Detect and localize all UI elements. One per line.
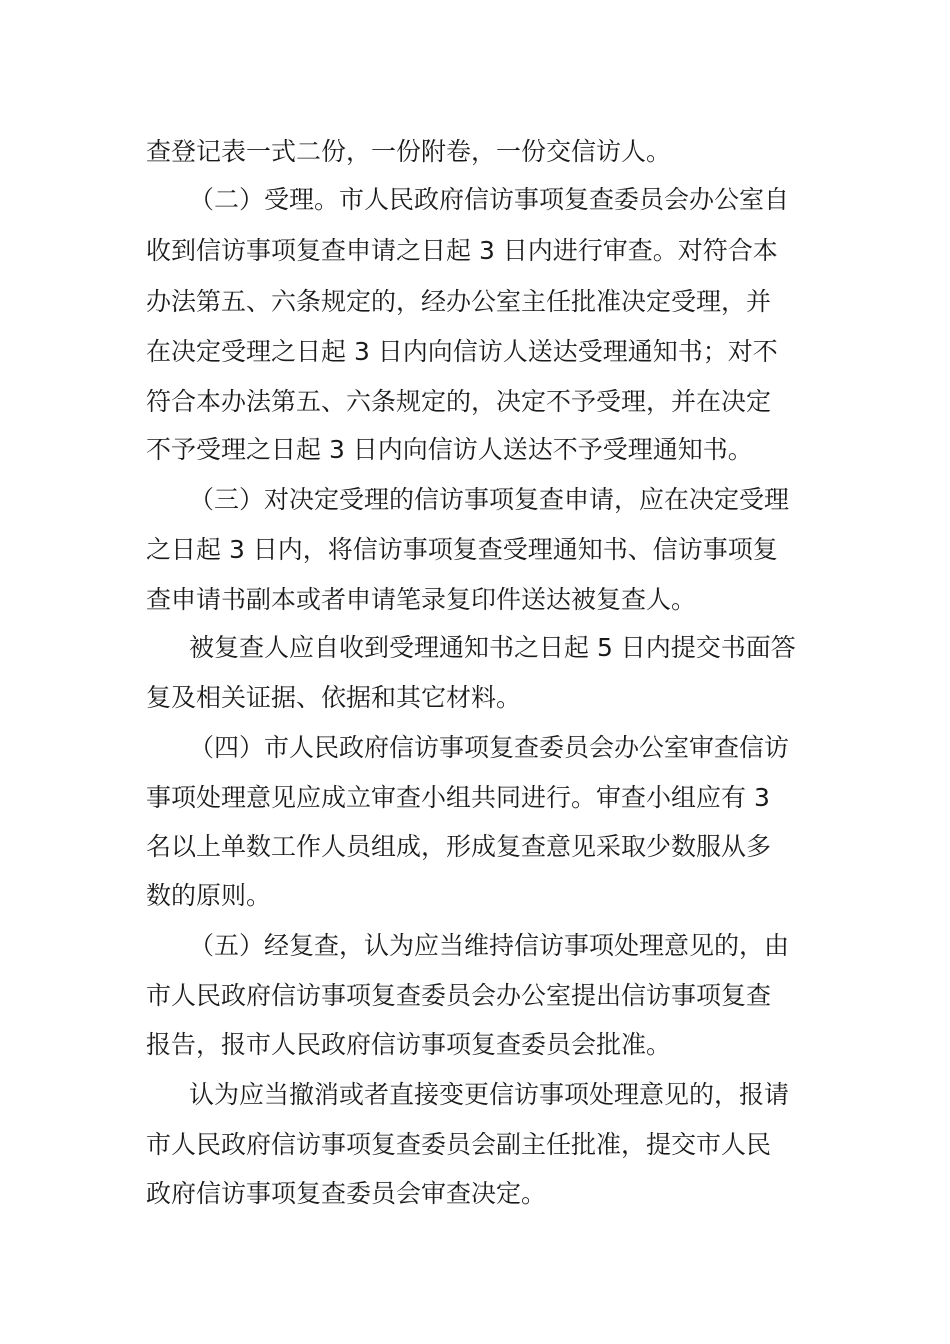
text-line: 政府信访事项复查委员会审查决定。 bbox=[146, 1179, 547, 1208]
text-line: 收到信访事项复查申请之日起 3 日内进行审查。对符合本 bbox=[146, 236, 778, 265]
text-line: 查登记表一式二份，一份附卷，一份交信访人。 bbox=[146, 137, 672, 166]
text-line: 之日起 3 日内，将信访事项复查受理通知书、信访事项复 bbox=[146, 535, 778, 564]
text-line: 在决定受理之日起 3 日内向信访人送达受理通知书；对不 bbox=[146, 337, 778, 366]
text-line: 事项处理意见应成立审查小组共同进行。审查小组应有 3 bbox=[146, 783, 770, 812]
text-line: （三）对决定受理的信访事项复查申请，应在决定受理 bbox=[189, 485, 790, 514]
text-line: 市人民政府信访事项复查委员会办公室提出信访事项复查 bbox=[146, 981, 772, 1010]
text-line: 办法第五、六条规定的，经办公室主任批准决定受理，并 bbox=[146, 287, 772, 316]
text-line: （四）市人民政府信访事项复查委员会办公室审查信访 bbox=[189, 733, 790, 762]
text-line: 数的原则。 bbox=[146, 881, 272, 910]
text-line: 报告，报市人民政府信访事项复查委员会批准。 bbox=[146, 1030, 672, 1059]
text-line: 符合本办法第五、六条规定的，决定不予受理，并在决定 bbox=[146, 387, 772, 416]
text-line: 认为应当撤消或者直接变更信访事项处理意见的，报请 bbox=[189, 1080, 790, 1109]
text-line: 查申请书副本或者申请笔录复印件送达被复查人。 bbox=[146, 585, 697, 614]
text-line: 名以上单数工作人员组成，形成复查意见采取少数服从多 bbox=[146, 832, 772, 861]
text-line: 被复查人应自收到受理通知书之日起 5 日内提交书面答 bbox=[189, 633, 796, 662]
text-line: 不予受理之日起 3 日内向信访人送达不予受理通知书。 bbox=[146, 435, 753, 464]
text-line: （五）经复查，认为应当维持信访事项处理意见的，由 bbox=[189, 931, 790, 960]
text-line: 复及相关证据、依据和其它材料。 bbox=[146, 683, 522, 712]
text-line: 市人民政府信访事项复查委员会副主任批准，提交市人民 bbox=[146, 1130, 772, 1159]
text-line: （二）受理。市人民政府信访事项复查委员会办公室自 bbox=[189, 185, 790, 214]
